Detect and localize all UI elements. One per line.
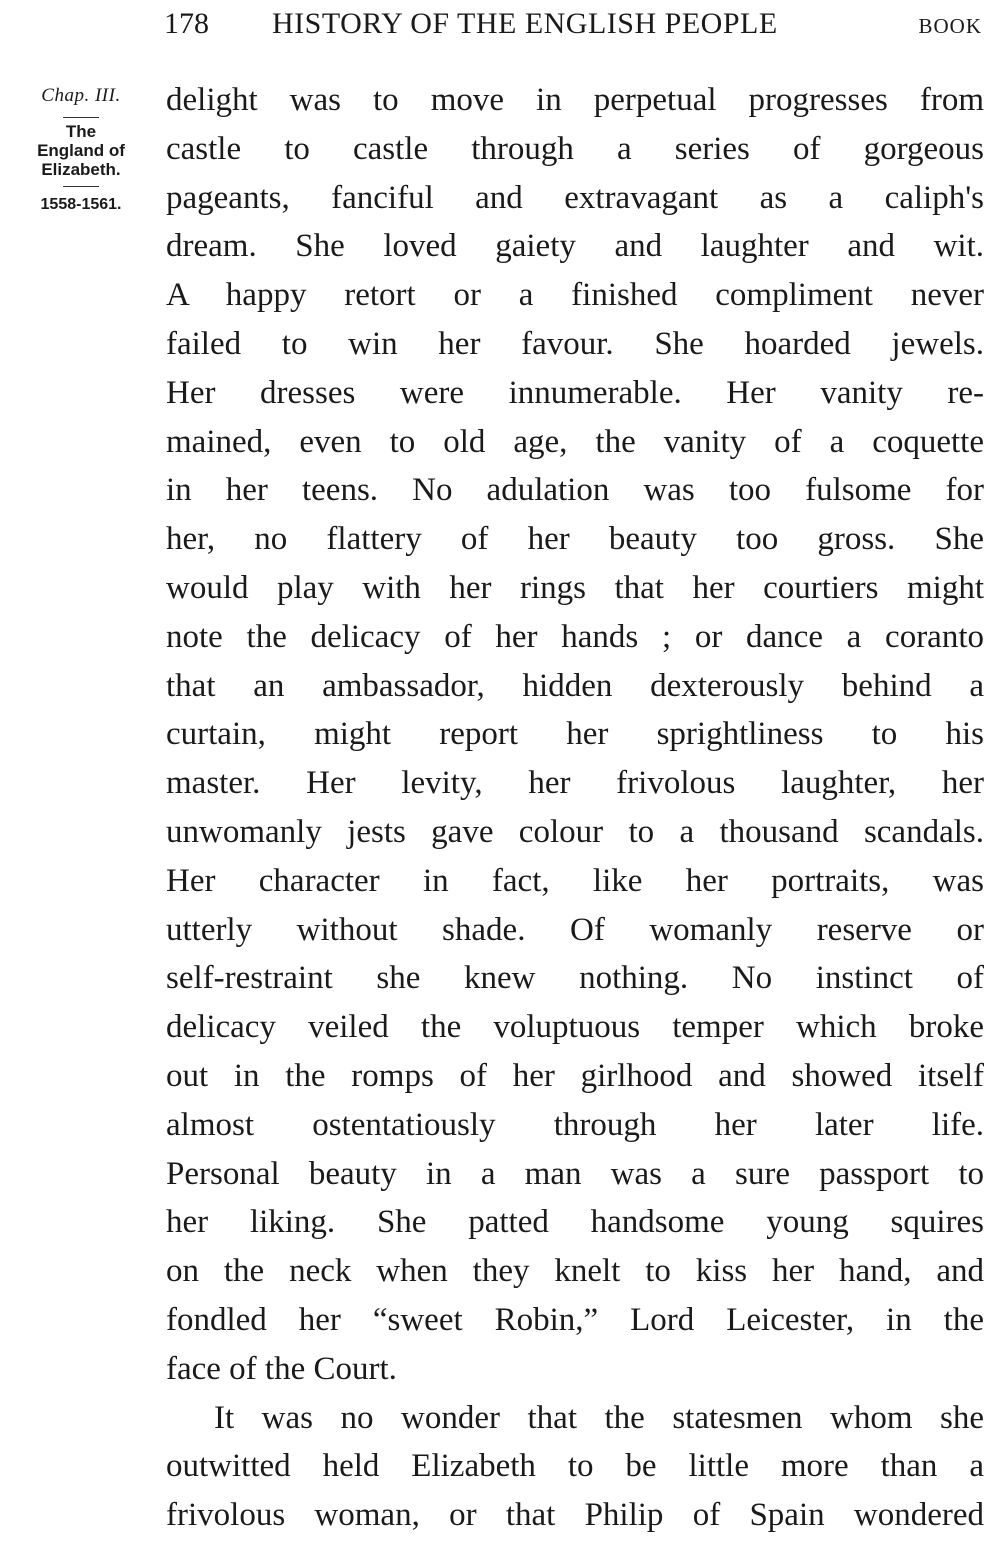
page-number: 178 [164,7,209,40]
paragraph-1 [166,76,984,1394]
text-line: on the neck when they knelt to kiss her hand, and [166,1253,984,1290]
text-line: pageants, fanciful and extravagant as a caliph's [166,179,984,216]
margin-rule [63,186,99,187]
text-line: her liking. She patted handsome young squires [166,1204,984,1241]
text-line: unwomanly jests gave colour to a thousand scandals. [166,813,984,850]
book-label: BOOK [918,14,982,38]
running-header [164,4,982,44]
text-line: her, no flattery of her beauty too gross. She [166,521,984,558]
margin-note [8,82,154,219]
text-line: in her teens. No adulation was too fulsome for [166,472,984,509]
text-line: self-restraint she knew nothing. No instinct of [166,960,984,997]
text-line: almost ostentatiously through her later life. [166,1106,984,1143]
text-line: utterly without shade. Of womanly reserve or [166,911,984,948]
text-line: It was no wonder that the statesmen whom she [214,1399,984,1436]
text-line: mained, even to old age, the vanity of a coquette [166,423,984,460]
chapter-label: Chap. III. [41,85,121,106]
text-line: master. Her levity, her frivolous laughter, her [166,765,984,802]
text-line: that an ambassador, hidden dexterously behind a [166,667,984,704]
text-line: delicacy veiled the voluptuous temper which broke [166,1009,984,1046]
text-line: Personal beauty in a man was a sure passport to [166,1155,984,1192]
text-line: dream. She loved gaiety and laughter and wit. [166,228,984,265]
text-line: outwitted held Elizabeth to be little more than a [166,1448,984,1485]
margin-dates: 1558-1561. [40,196,122,213]
text-line: face of the Court. [166,1350,397,1387]
text-line: frivolous woman, or that Philip of Spain wondered [166,1497,984,1534]
text-line: castle to castle through a series of gorgeous [166,130,984,167]
text-line: curtain, might report her sprightliness to his [166,716,984,753]
margin-topic [8,122,154,179]
paragraph-2 [166,1394,984,1540]
text-line: would play with her rings that her courtiers might [166,569,984,606]
margin-topic-line: The [65,122,97,141]
margin-topic-line: Elizabeth. [41,160,121,179]
text-line: Her dresses were innumerable. Her vanity re- [166,374,984,411]
text-line: Her character in fact, like her portraits, was [166,862,984,899]
text-line: A happy retort or a finished compliment never [166,277,984,314]
margin-topic-line: England of [37,141,125,160]
running-title: HISTORY OF THE ENGLISH PEOPLE [272,7,778,40]
text-line: fondled her “sweet Robin,” Lord Leicester, in the [166,1301,984,1338]
text-line: delight was to move in perpetual progresses from [166,82,984,118]
text-line: out in the romps of her girlhood and showed itself [166,1057,984,1094]
body-text [166,76,984,1540]
text-line: note the delicacy of her hands ; or dance a coranto [166,618,984,655]
margin-rule [63,117,99,118]
text-line: failed to win her favour. She hoarded jewels. [166,325,984,362]
